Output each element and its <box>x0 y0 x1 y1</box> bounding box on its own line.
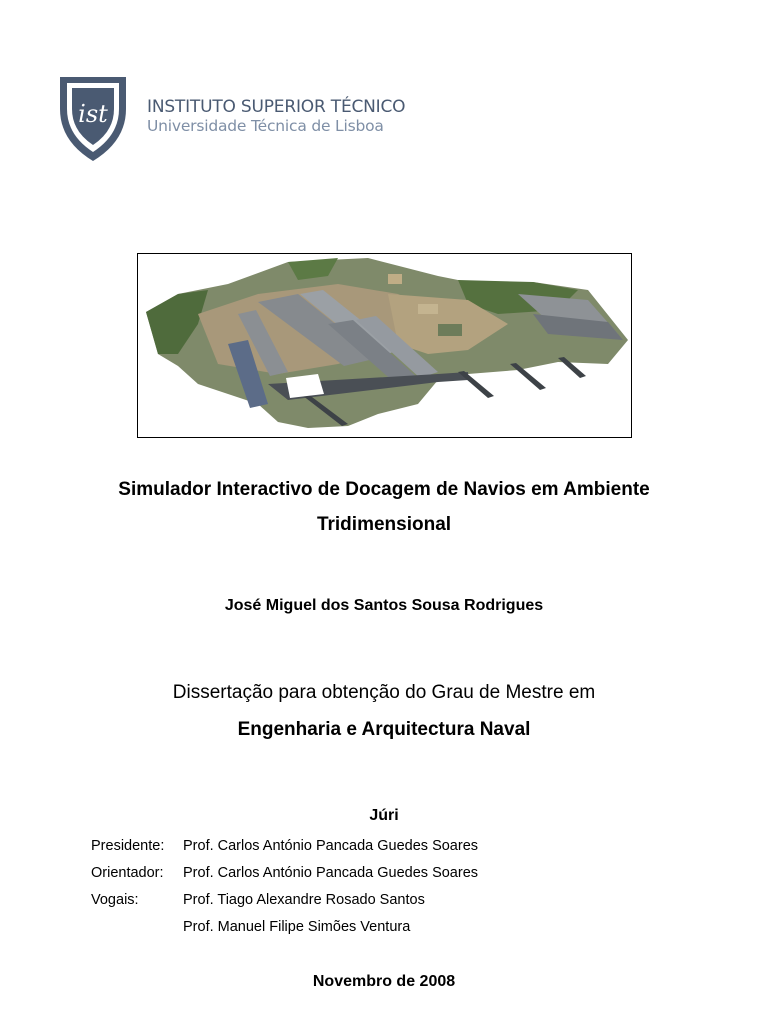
shipyard-figure <box>137 253 632 438</box>
university-name: Universidade Técnica de Lisboa <box>147 117 384 135</box>
thesis-title-line2: Tridimensional <box>316 514 452 535</box>
dissertation-statement: Dissertação para obtenção do Grau de Mestre em <box>172 682 596 703</box>
institution-logo <box>58 75 406 165</box>
author-name: José Miguel dos Santos Sousa Rodrigues <box>224 597 544 614</box>
jury-member-name: Prof. Carlos António Pancada Guedes Soares <box>183 865 479 881</box>
jury-role: Vogais: <box>91 892 139 908</box>
jury-member-name: Prof. Tiago Alexandre Rosado Santos <box>183 892 425 908</box>
submission-date: Novembro de 2008 <box>312 973 456 990</box>
jury-member-name: Prof. Manuel Filipe Simões Ventura <box>183 919 411 935</box>
thesis-title <box>0 472 768 542</box>
shipyard-3d-render-icon <box>138 254 631 437</box>
jury-role: Presidente: <box>91 838 165 854</box>
jury-member-name: Prof. Carlos António Pancada Guedes Soares <box>183 838 479 854</box>
ist-monogram: ist <box>78 100 108 128</box>
degree-name: Engenharia e Arquitectura Naval <box>237 719 531 740</box>
jury-role: Orientador: <box>91 865 164 881</box>
institution-name: INSTITUTO SUPERIOR TÉCNICO <box>147 97 406 117</box>
ist-shield-icon <box>58 75 128 163</box>
thesis-title-line1: Simulador Interactivo de Docagem de Navios em Ambiente <box>118 479 650 500</box>
jury-heading: Júri <box>369 807 399 824</box>
